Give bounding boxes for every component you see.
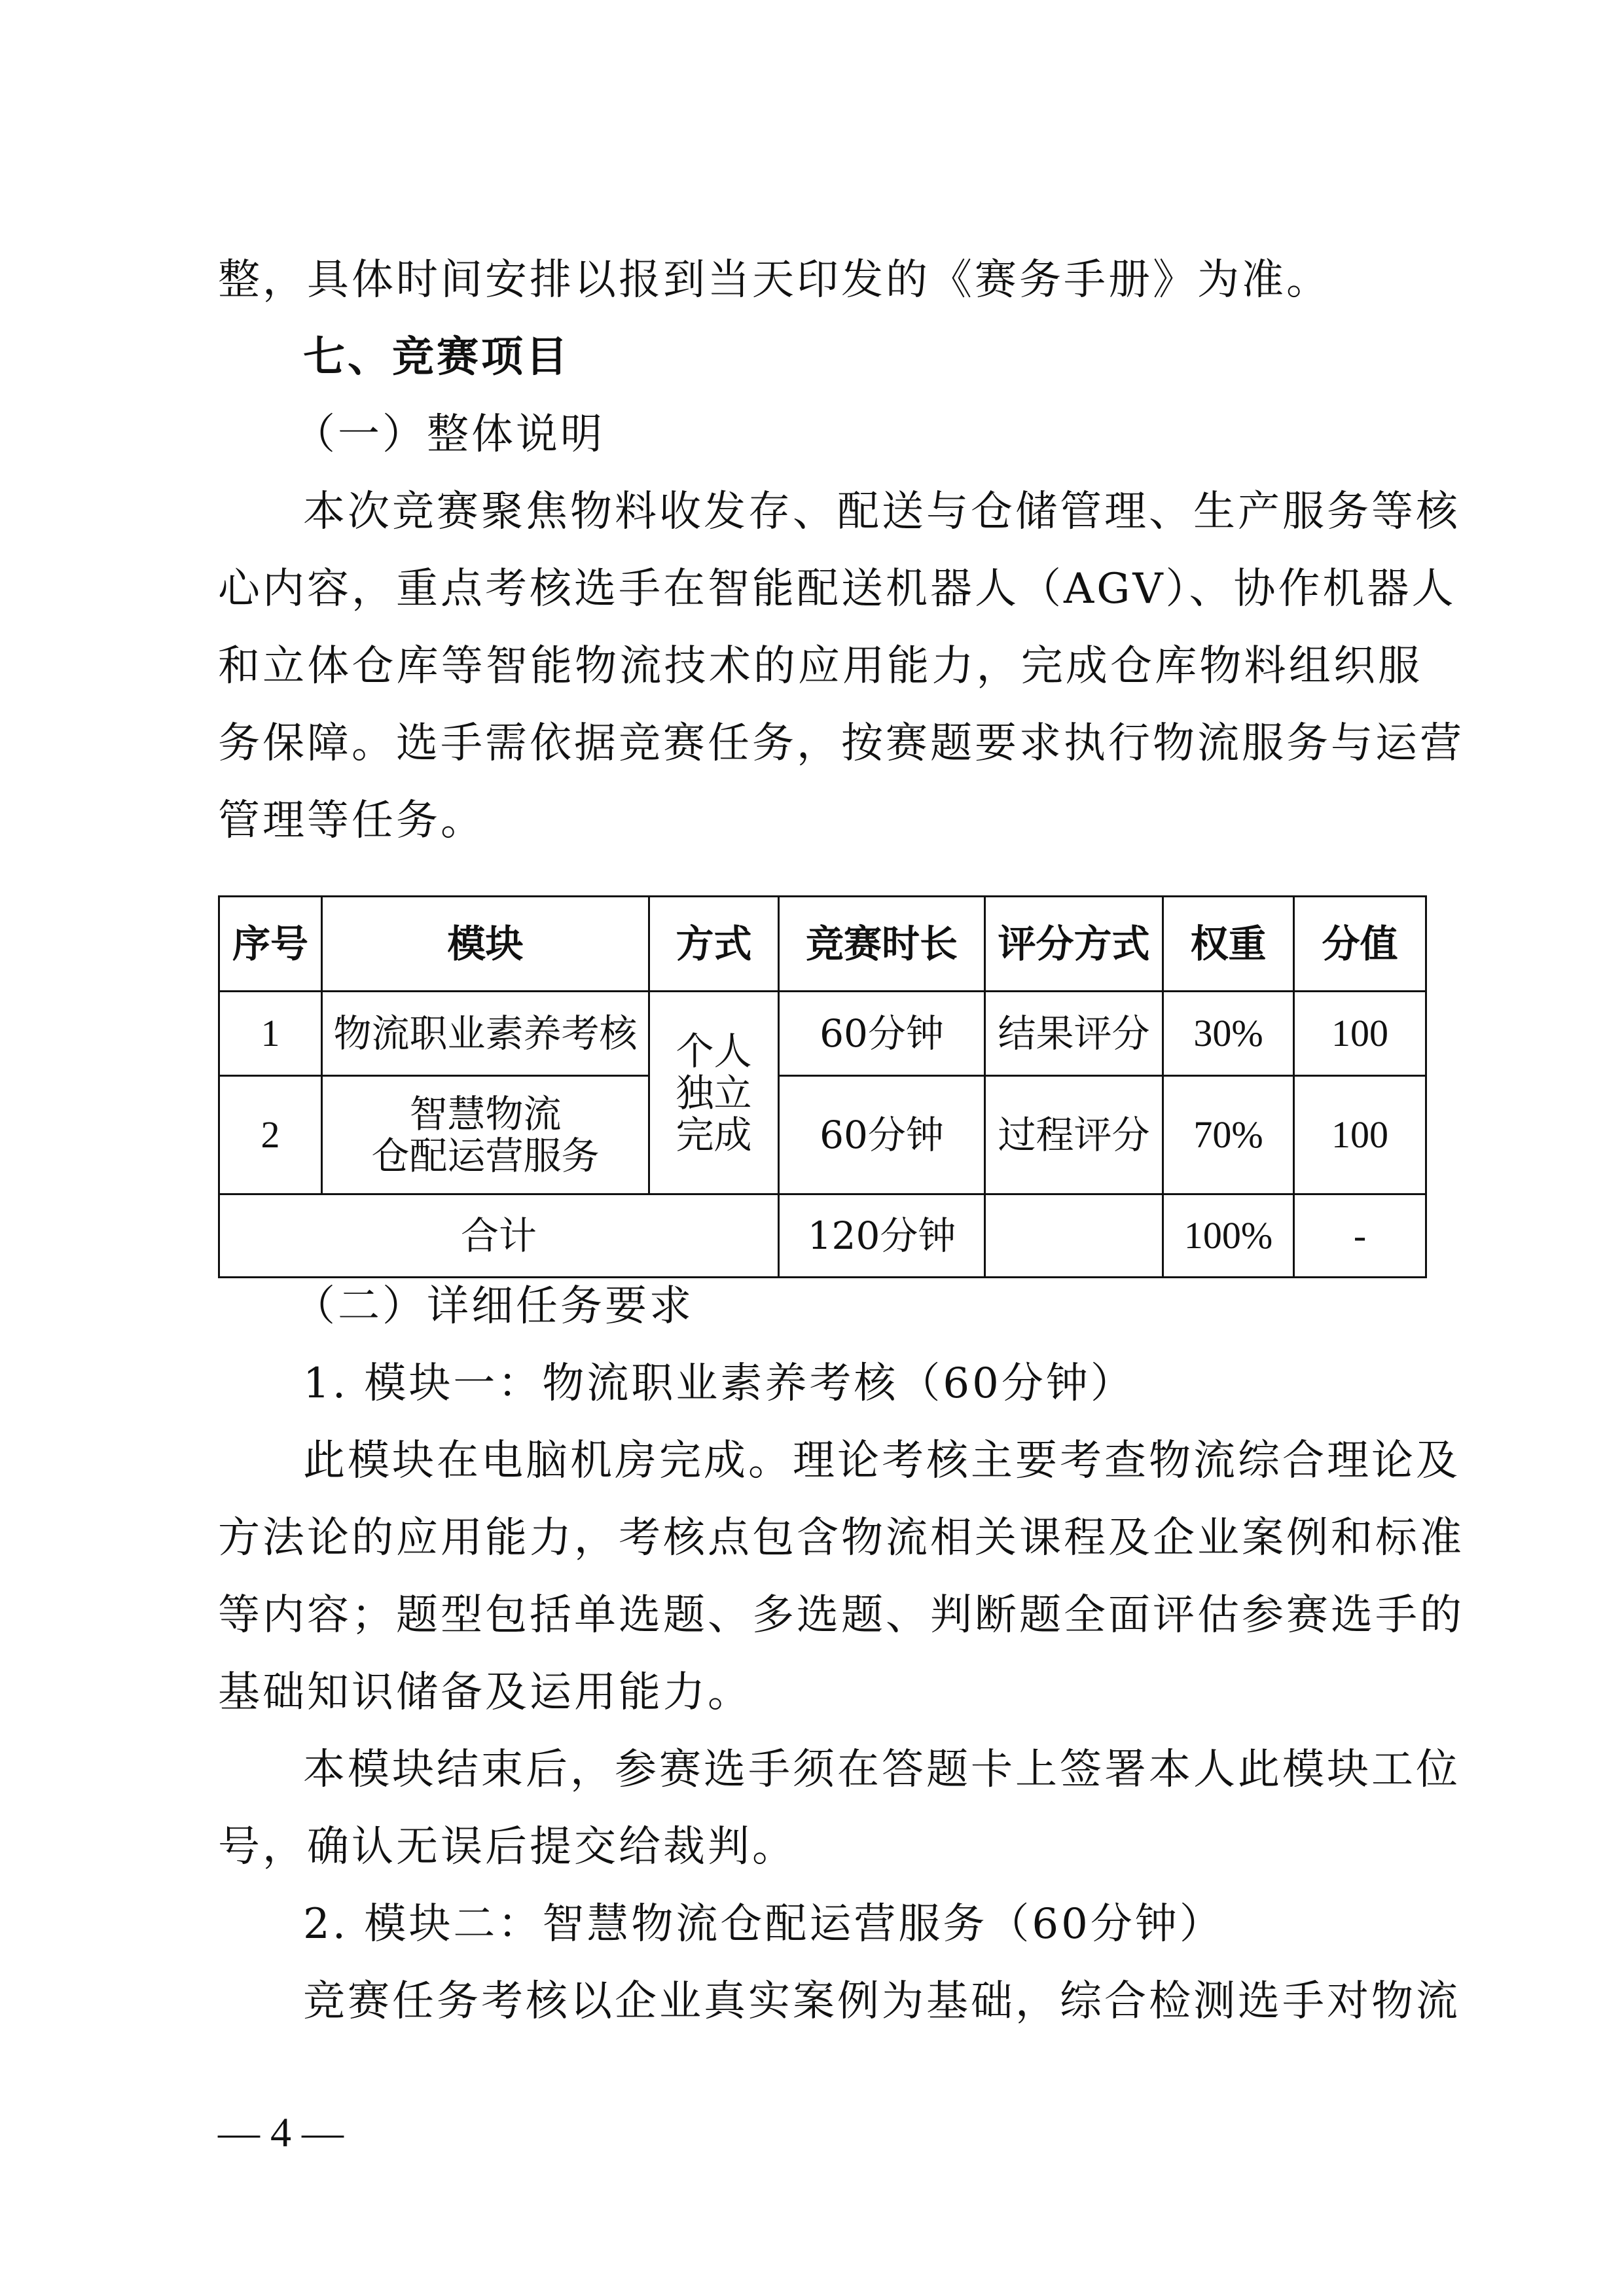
paragraph-line: 本次竞赛聚焦物料收发存、配送与仓储管理、生产服务等核 — [303, 488, 1460, 536]
table-cell: 1 — [219, 992, 322, 1076]
table-cell: 物流职业素养考核 — [322, 992, 649, 1076]
paragraph-line: 竞赛任务考核以企业真实案例为基础，综合检测选手对物流 — [303, 1977, 1460, 2026]
paragraph-line: 基础知识储备及运用能力。 — [218, 1668, 752, 1717]
module-line: 仓配运营服务 — [371, 1134, 600, 1178]
column-header: 序号 — [219, 897, 322, 992]
table-cell-mode — [649, 992, 779, 1194]
table-cell: 60分钟 — [779, 992, 985, 1076]
table-cell: 2 — [219, 1076, 322, 1194]
module-line: 智慧物流 — [409, 1092, 562, 1136]
paragraph-line: 务保障。选手需依据竞赛任务，按赛题要求执行物流服务与运营 — [218, 719, 1464, 768]
mode-line: 独立 — [676, 1070, 752, 1115]
table-cell — [985, 1194, 1163, 1278]
column-header: 权重 — [1163, 897, 1294, 992]
paragraph-line: 号，确认无误后提交给裁判。 — [218, 1823, 797, 1871]
table-cell: 60分钟 — [779, 1076, 985, 1194]
paragraph-line: 管理等任务。 — [218, 797, 485, 845]
table-cell: - — [1294, 1194, 1426, 1278]
paragraph-line: 此模块在电脑机房完成。理论考核主要考查物流综合理论及 — [303, 1437, 1460, 1485]
mode-line: 个人 — [676, 1028, 752, 1073]
competition-table — [218, 895, 1427, 1278]
module-heading: 2. 模块二：智慧物流仓配运营服务（60分钟） — [303, 1900, 1224, 1948]
page-number: — 4 — — [218, 2109, 344, 2155]
table-cell: 30% — [1163, 992, 1294, 1076]
column-header: 评分方式 — [985, 897, 1163, 992]
column-header: 分值 — [1294, 897, 1426, 992]
paragraph-line: 本模块结束后，参赛选手须在答题卡上签署本人此模块工位 — [303, 1746, 1460, 1794]
paragraph-line: 整，具体时间安排以报到当天印发的《赛务手册》为准。 — [218, 256, 1331, 304]
table-row — [219, 1076, 1426, 1194]
table-row — [219, 992, 1426, 1076]
table-cell-module — [322, 1076, 649, 1194]
section-heading: 七、竞赛项目 — [303, 332, 570, 382]
table-cell: 100 — [1294, 992, 1426, 1076]
paragraph-line: 等内容；题型包括单选题、多选题、判断题全面评估参赛选手的 — [218, 1591, 1464, 1640]
mode-line: 完成 — [676, 1112, 752, 1157]
table-cell: 70% — [1163, 1076, 1294, 1194]
subsection-heading: （一）整体说明 — [293, 410, 605, 459]
column-header: 竞赛时长 — [779, 897, 985, 992]
subsection-heading: （二）详细任务要求 — [293, 1282, 694, 1331]
paragraph-line: 方法论的应用能力，考核点包含物流相关课程及企业案例和标准 — [218, 1514, 1464, 1562]
table-cell: 100 — [1294, 1076, 1426, 1194]
paragraph-line: 心内容，重点考核选手在智能配送机器人（AGV）、协作机器人 — [218, 565, 1456, 613]
column-header: 方式 — [649, 897, 779, 992]
table-cell: 过程评分 — [985, 1076, 1163, 1194]
table-total-row — [219, 1194, 1426, 1278]
table-cell: 100% — [1163, 1194, 1294, 1278]
total-label: 合计 — [219, 1194, 779, 1278]
table-cell: 结果评分 — [985, 992, 1163, 1076]
paragraph-line: 和立体仓库等智能物流技术的应用能力，完成仓库物料组织服 — [218, 642, 1422, 691]
module-heading: 1. 模块一：物流职业素养考核（60分钟） — [303, 1359, 1135, 1408]
column-header: 模块 — [322, 897, 649, 992]
table-header-row — [219, 897, 1426, 992]
table-cell: 120分钟 — [779, 1194, 985, 1278]
